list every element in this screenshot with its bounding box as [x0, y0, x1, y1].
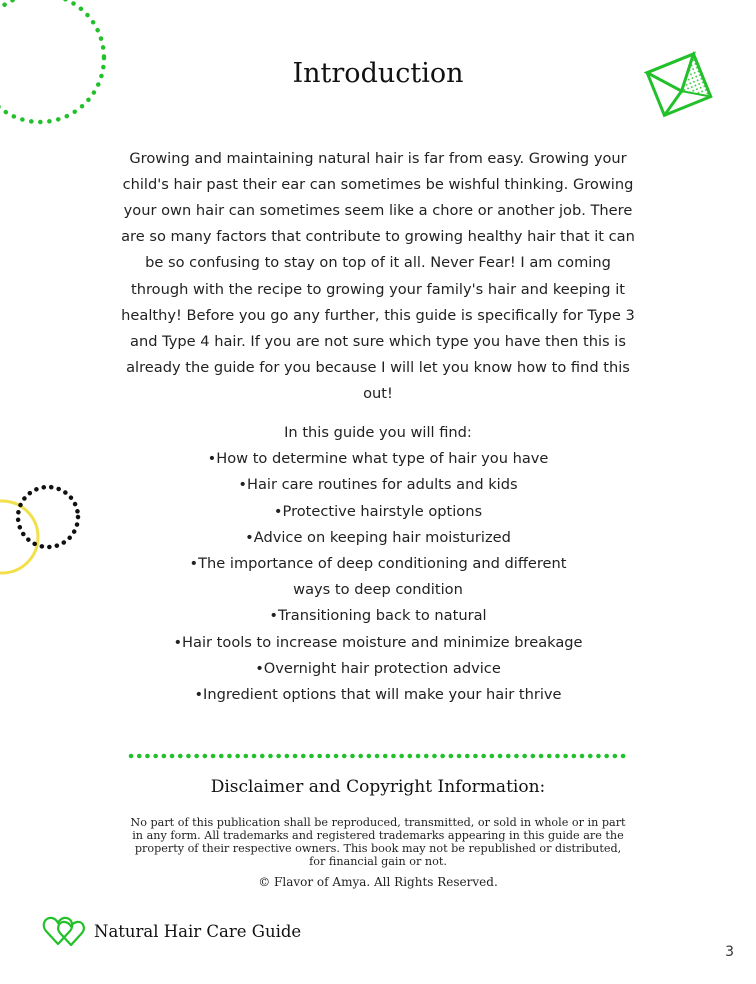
list-item: •The importance of deep conditioning and different ways to deep condition	[189, 555, 567, 599]
list-item: •Hair tools to increase moisture and minimize breakage	[173, 633, 583, 651]
guide-contents	[118, 420, 638, 708]
disclaimer-text: No part of this publication shall be reproduced, transmitted, or sold in whole or in part in any form. All trademarks and registered trademarks appearing in this guide are the property of their respective owners. This book may not be republished or distributed, for financial gain or not.	[130, 816, 626, 868]
list-item: •Hair care routines for adults and kids	[238, 476, 518, 494]
disclaimer-title: Disclaimer and Copyright Information:	[210, 777, 546, 797]
list-item: •How to determine what type of hair you have	[207, 450, 549, 468]
guide-contents-list	[118, 446, 638, 708]
list-item: •Protective hairstyle options	[273, 502, 483, 520]
intro-paragraph: Growing and maintaining natural hair is far from easy. Growing your child's hair past their ear can sometimes be wishful thinking. Growing your own hair can sometimes seem like a chore or another job. There are so many factors that contribute to growing healthy hair that it can be so confusing to stay on top of it all. Never Fear! I am coming through with the recipe to growing your family's hair and keeping it healthy! Before you go any further, this guide is specifically for Type 3 and Type 4 hair. If you are not sure which type you have then this is already the guide for you because I will let you know how to find this out!	[121, 149, 635, 403]
footer-title: Natural Hair Care Guide	[94, 921, 302, 941]
list-intro: In this guide you will find:	[284, 424, 472, 441]
page-number: 3	[725, 944, 734, 960]
circles-decoration	[0, 480, 90, 590]
copyright-notice: © Flavor of Amya. All Rights Reserved.	[258, 875, 498, 889]
list-item: •Ingredient options that will make your hair thrive	[194, 686, 562, 704]
dotted-divider	[128, 753, 630, 759]
list-item: •Overnight hair protection advice	[255, 659, 501, 677]
page-title: Introduction	[292, 58, 464, 89]
list-item: •Transitioning back to natural	[269, 607, 487, 625]
list-item: •Advice on keeping hair moisturized	[245, 528, 511, 546]
footer	[42, 914, 301, 948]
double-heart-icon	[42, 914, 88, 948]
